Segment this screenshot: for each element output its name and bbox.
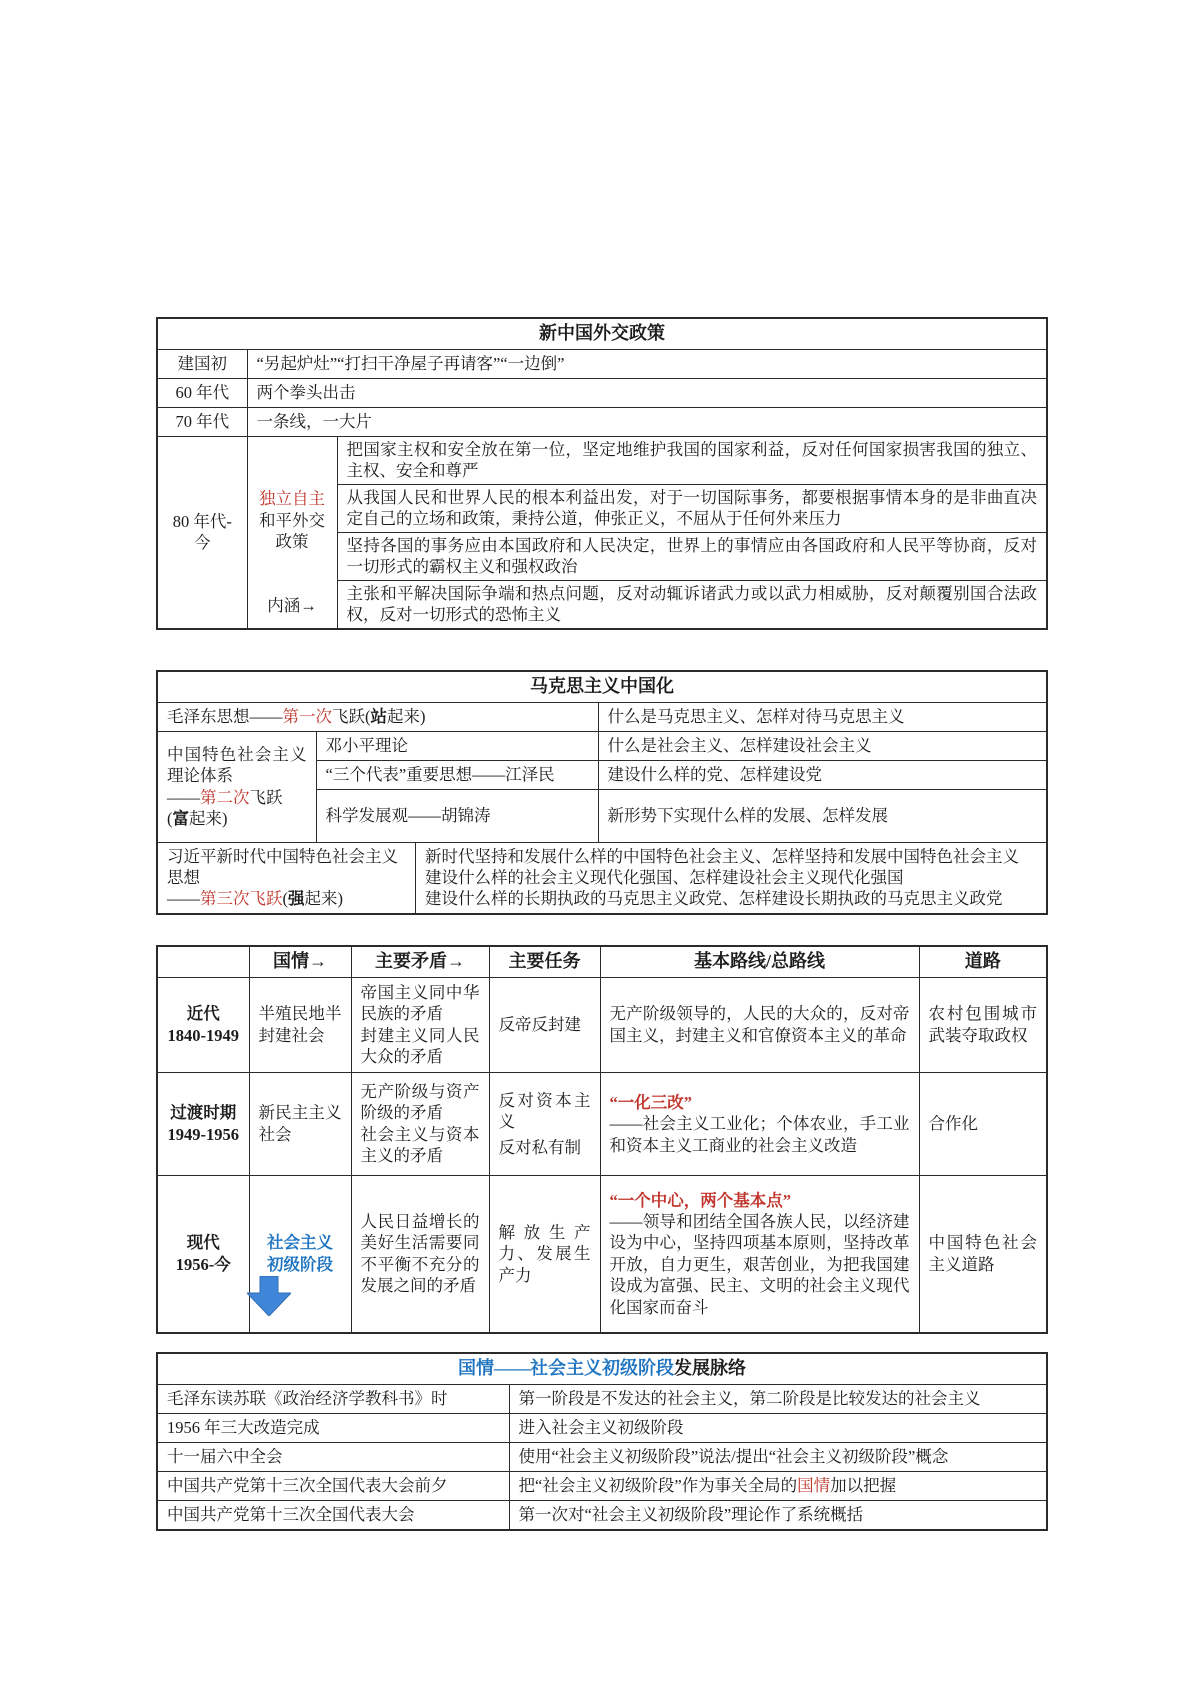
three-represents-question-cell: 建设什么样的党、怎样建设党 [598,760,1047,789]
route-slogan-red: “一化三改” [609,1092,692,1112]
deng-question-cell: 什么是社会主义、怎样建设社会主义 [598,731,1047,760]
policy-cell: 两个拳头出击 [247,379,1047,408]
xi-row [157,842,1047,914]
xi-leap: ——第三次飞跃(强起来) [167,889,343,909]
development-event-cell: 中国共产党第十三次全国代表大会前夕 [157,1471,509,1500]
period-cell-modern [157,437,247,629]
xi-question-line: 新时代坚持和发展什么样的中国特色社会主义、怎样坚持和发展中国特色社会主义 [425,846,1019,866]
foreign-policy-title: 新中国外交政策 [157,318,1047,350]
down-arrow-icon [247,1276,291,1316]
theory-bold: 富 [172,808,189,828]
period-cell: 70 年代 [157,408,247,437]
mao-post: 起来) [387,706,426,726]
development-title-black: 发展脉络 [674,1358,746,1379]
development-desc-cell: 第一次对“社会主义初级阶段”理论作了系统概括 [509,1500,1047,1530]
guoqing-cell: 新民主主义社会 [249,1072,351,1175]
stages-row-guodu [157,1072,1047,1175]
development-event-cell: 1956 年三大改造完成 [157,1413,509,1442]
policy-cell: 一条线，一大片 [247,408,1047,437]
development-title [157,1353,1047,1385]
development-table [156,1352,1048,1531]
era-cell: 过渡时期 1949-1956 [157,1072,249,1175]
marxism-table [156,670,1048,915]
xi-line: 习近平新时代中国特色社会主义思想 [167,846,398,887]
contradiction-cell: 无产阶级与资产阶级的矛盾 社会主义与资本主义的矛盾 [351,1072,489,1175]
primary-stage-blue: 社会主义 [267,1233,333,1253]
connotation-item: 把国家主权和安全放在第一位，坚定地维护我国的国家利益，反对任何国家损害我国的独立、主权、安全和尊严 [337,437,1047,485]
deng-theory-cell: 邓小平理论 [316,731,598,760]
document-content [156,317,1046,1531]
development-title-blue: 国情——社会主义初级阶段 [458,1358,674,1379]
development-event-cell: 中国共产党第十三次全国代表大会 [157,1500,509,1530]
theory-system-leap: ——第二次飞跃 [167,787,283,807]
connotation-label: 内涵→ [267,595,317,615]
policy-name-rest: 和平外交政策 [259,510,325,552]
stages-header-road: 道路 [919,946,1047,978]
first-leap-red: 第一次 [282,706,332,726]
third-leap-red: 第三次飞跃 [200,889,283,909]
development-event-cell: 毛泽东读苏联《政治经济学教科书》时 [157,1384,509,1413]
xi-question-cell [416,843,1046,913]
second-leap-red: 第二次 [200,787,250,807]
connotation-item: 从我国人民和世界人民的根本利益出发，对于一切国际事务，都要根据事情本身的是非曲直决定自己的立场和政策，秉持公道，伸张正义，不屈从于任何外来压力 [337,484,1047,532]
policy-name-cell [247,437,337,629]
task-cell: 反对资本主义 反对私有制 [489,1072,600,1175]
era-cell: 现代 1956-今 [157,1175,249,1333]
era-line: 今 [194,533,211,553]
marxism-title: 马克思主义中国化 [157,671,1047,703]
route-cell: “一化三改” ——社会主义工业化；个体农业，手工业和资本主义工商业的社会主义改造 [600,1072,919,1175]
xi-bold: 强 [288,889,305,909]
road-cell: 中国特色社会主义道路 [919,1175,1047,1333]
era-cell: 近代 1840-1949 [157,977,249,1072]
mao-question-cell: 什么是马克思主义、怎样对待马克思主义 [598,702,1047,731]
development-desc-cell: 第一阶段是不发达的社会主义，第二阶段是比较发达的社会主义 [509,1384,1047,1413]
mao-pre: 毛泽东思想—— [167,706,283,726]
policy-cell: “另起炉灶”“打扫干净屋子再请客”“一边倒” [247,350,1047,379]
stages-header-route: 基本路线/总路线 [600,946,919,978]
foreign-policy-table [156,317,1048,630]
xi-question-line: 建设什么样的社会主义现代化强国、怎样建设社会主义现代化强国 [425,867,904,887]
mao-bold: 站 [370,706,387,726]
stages-row-jindai [157,977,1047,1072]
theory-system-line: 中国特色社会主义理论体系 [167,744,307,786]
task-cell: 反帝反封建 [489,977,600,1072]
contradiction-cell: 帝国主义同中华民族的矛盾 封建主义同人民大众的矛盾 [351,977,489,1072]
period-cell: 建国初 [157,350,247,379]
route-slogan-red: “一个中心，两个基本点” [609,1190,791,1210]
stages-header-blank [157,946,249,978]
three-represents-cell: “三个代表”重要思想——江泽民 [316,760,598,789]
theory-system-paren: (富起来) [167,808,228,828]
contradiction-cell: 人民日益增长的美好生活需要同不平衡不充分的发展之间的矛盾 [351,1175,489,1333]
stages-header-contradiction: 主要矛盾→ [351,946,489,978]
scientific-outlook-question-cell: 新形势下实现什么样的发展、怎样发展 [598,789,1047,842]
development-desc-cell: 使用“社会主义初级阶段”说法/提出“社会主义初级阶段”概念 [509,1442,1047,1471]
period-cell: 60 年代 [157,379,247,408]
primary-stage-blue: 初级阶段 [267,1254,333,1274]
stages-header-task: 主要任务 [489,946,600,978]
mao-thought-cell [157,702,598,731]
task-cell: 解放生产力、发展生产力 [489,1175,600,1333]
mao-mid: 飞跃( [332,706,371,726]
guoqing-red: 国情 [797,1476,831,1496]
road-cell: 农村包围城市武装夺取政权 [919,977,1047,1072]
era-line: 80 年代- [172,511,232,531]
scientific-outlook-cell: 科学发展观——胡锦涛 [316,789,598,842]
road-cell: 合作化 [919,1072,1047,1175]
connotation-item: 坚持各国的事务应由本国政府和人民决定，世界上的事情应由各国政府和人民平等协商，反对一切形式的霸权主义和强权政治 [337,532,1047,580]
xi-thought-cell [158,843,416,913]
route-cell: 无产阶级领导的，人民的大众的，反对帝国主义，封建主义和官僚资本主义的革命 [600,977,919,1072]
guoqing-cell: 半殖民地半封建社会 [249,977,351,1072]
route-cell: “一个中心，两个基本点” ——领导和团结全国各族人民，以经济建设为中心，坚持四项基本原则，坚持改革开放，自力更生，艰苦创业，为把我国建设成为富强、民主、文明的社会主义现代化国家而奋斗 [600,1175,919,1333]
development-desc-cell: 把“社会主义初级阶段”作为事关全局的国情加以把握 [509,1471,1047,1500]
development-desc-cell: 进入社会主义初级阶段 [509,1413,1047,1442]
stages-header-guoqing: 国情→ [249,946,351,978]
connotation-item: 主张和平解决国际争端和热点问题，反对动辄诉诸武力或以武力相威胁，反对颠覆别国合法政权，反对一切形式的恐怖主义 [337,580,1047,628]
theory-system-cell [157,731,316,842]
policy-name-red: 独立自主 [259,489,325,509]
development-event-cell: 十一届六中全会 [157,1442,509,1471]
xi-question-line: 建设什么样的长期执政的马克思主义政党、怎样建设长期执政的马克思主义政党 [425,889,1003,909]
